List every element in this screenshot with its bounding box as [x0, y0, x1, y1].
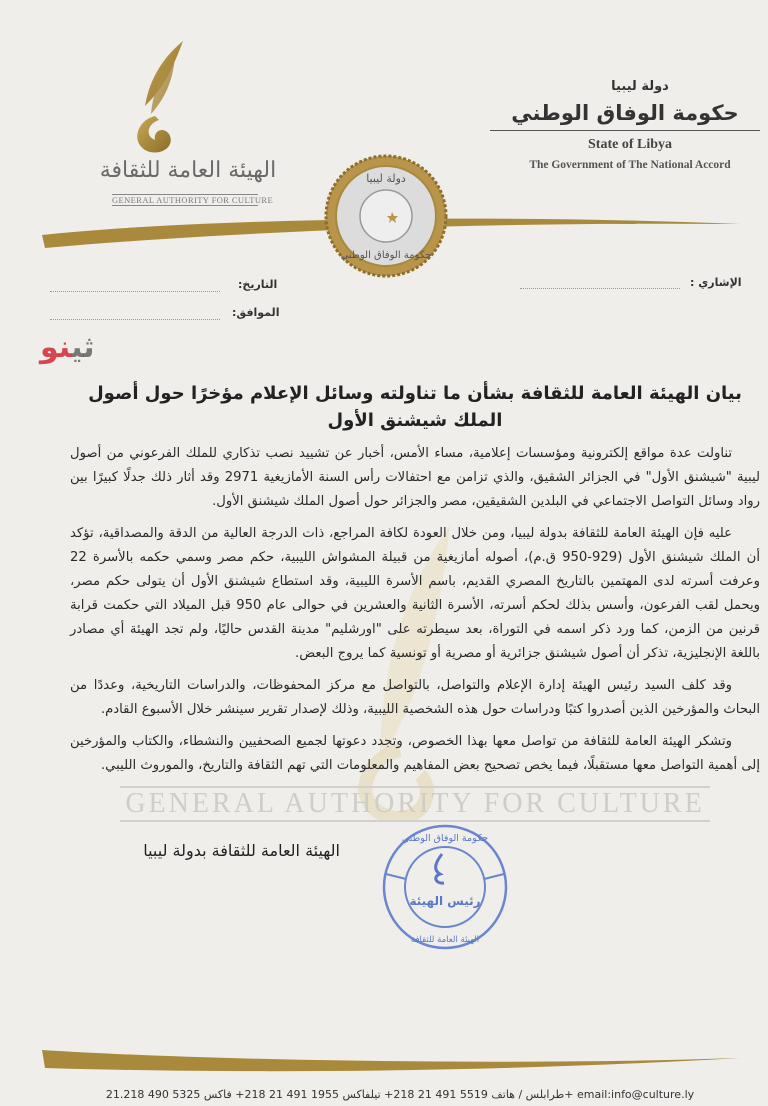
seal-bottom-text: حكومة الوفاق الوطني [340, 250, 432, 261]
authority-logo-english: GENERAL AUTHORITY FOR CULTURE [112, 195, 274, 205]
date-label: التاريخ: [238, 278, 278, 291]
government-seal-icon [322, 152, 450, 280]
document-body [70, 380, 760, 952]
document-title: بيان الهيئة العامة للثقافة بشأن ما تناولته وسائل الإعلام مؤخرًا حول أصول الملك شيشنق الأول [88, 383, 742, 431]
corresponding-date-field [50, 318, 220, 320]
paragraph-2: عليه فإن الهيئة العامة للثقافة بدولة ليبيا، ومن خلال العودة لكافة المراجع، ذات الدرجة العالية من الدقة والمصداقية، تؤكد أن الملك شيشنق الأول (929-950 ق.م)، أصوله أمازيغية من قبيلة المشواش الليبية، حكم مصر وسمي حكمه بالأسرة 22 وعرفت أسرته لدى المهتمين بالتاريخ المصري القديم، باسم الأسرة الليبية، وقد استطاع شيشنق الأول أن يتولى حكم مصر، ويحمل لقب الفرعون، وأسس بذلك لحكم أسرته، الأسرة الثانية والعشرين في حوالى عام 950 قبل الميلاد التي حكمت قرابة قرنين من الزمن، كما ورد ذكر اسمه في التوراة، بعد سيطرته على "اورشليم" مدينة القدس حاليًا، ولم تجد الهيئة أي مصادر باللغة الإنجليزية، تذكر أن أصول شيشنق جزائرية أو مصرية أو تونسية كما يروج البعض. [70, 526, 761, 661]
signature-line: الهيئة العامة للثقافة بدولة ليبيا [143, 841, 340, 860]
paragraph-3: وقد كلف السيد رئيس الهيئة إدارة الإعلام والتواصل، بالتواصل مع مركز المحفوظات، والدراسات التاريخية، وعددًا من البحاث والمؤرخين الذين أصدروا كتبًا ودراسات حول هذه الشخصية الليبية، وذلك لإصدار تقرير سينشر خلال الأسبوع القادم. [70, 678, 760, 717]
stamp-ring-bottom: الهيئة العامة للثقافة [410, 935, 480, 945]
paragraph-1: تناولت عدة مواقع إلكترونية ومؤسسات إعلامية، مساء الأمس، أخبار عن تشييد نصب تذكاري للملك الفرعوني من أصول ليبية "شيشنق الأول" في الجزائر الشقيق، والذي تزامن مع احتفالات رأس السنة الأمازيغية 2971 وقد أثار ذلك جدلًا كبيرًا بين رواد وسائل التواصل الاجتماعي في البلدين الشقيقين، مصر والجزائر حول أصول الملك شيشنق الأول. [70, 446, 760, 509]
authority-logo-arabic: الهيئة العامة للثقافة [99, 158, 277, 183]
paragraph-4: وتشكر الهيئة العامة للثقافة من تواصل معها بهذا الخصوص، وتجدد دعوتها لجميع الصحفيين والنشطاء، والكتاب والمؤرخين إلى أهمية التواصل معها مستقبلًا، فيما يخص تصحيح بعض المفاهيم والمعلومات التي تهم الثقافة والتاريخ، والموروث الليبي. [70, 734, 760, 773]
authority-watermark-text: GENERAL AUTHORITY FOR CULTURE [120, 786, 710, 822]
reference-label: الإشاري : [690, 276, 742, 289]
government-name-english: The Government of The National Accord [529, 159, 731, 171]
signature-block [70, 822, 760, 952]
feather-logo-icon [125, 36, 195, 156]
stamp-ring-top: حكومة الوفاق الوطني [401, 833, 489, 844]
date-field [50, 290, 220, 292]
government-name-arabic: حكومة الوفاق الوطني [490, 98, 760, 131]
news-site-watermark: ثينو [40, 330, 95, 365]
stamp-center-text: رئيس الهيئة [409, 894, 481, 908]
state-name-arabic: دولة ليبيا [611, 79, 669, 94]
official-stamp-icon [380, 822, 510, 952]
corresponding-date-label: الموافق: [232, 306, 280, 319]
contact-footer: طرابلس / هاتف 5519 491 21 218+ تيلفاكس 1955 491 21 218+ فاكس 5325 490 21.218+ email:info@culture.ly [105, 1088, 695, 1101]
reference-field [520, 287, 680, 289]
seal-top-text: دولة ليبيا [366, 172, 406, 185]
state-name-english: State of Libya [588, 137, 672, 152]
gold-swoosh-footer [0, 1040, 768, 1080]
